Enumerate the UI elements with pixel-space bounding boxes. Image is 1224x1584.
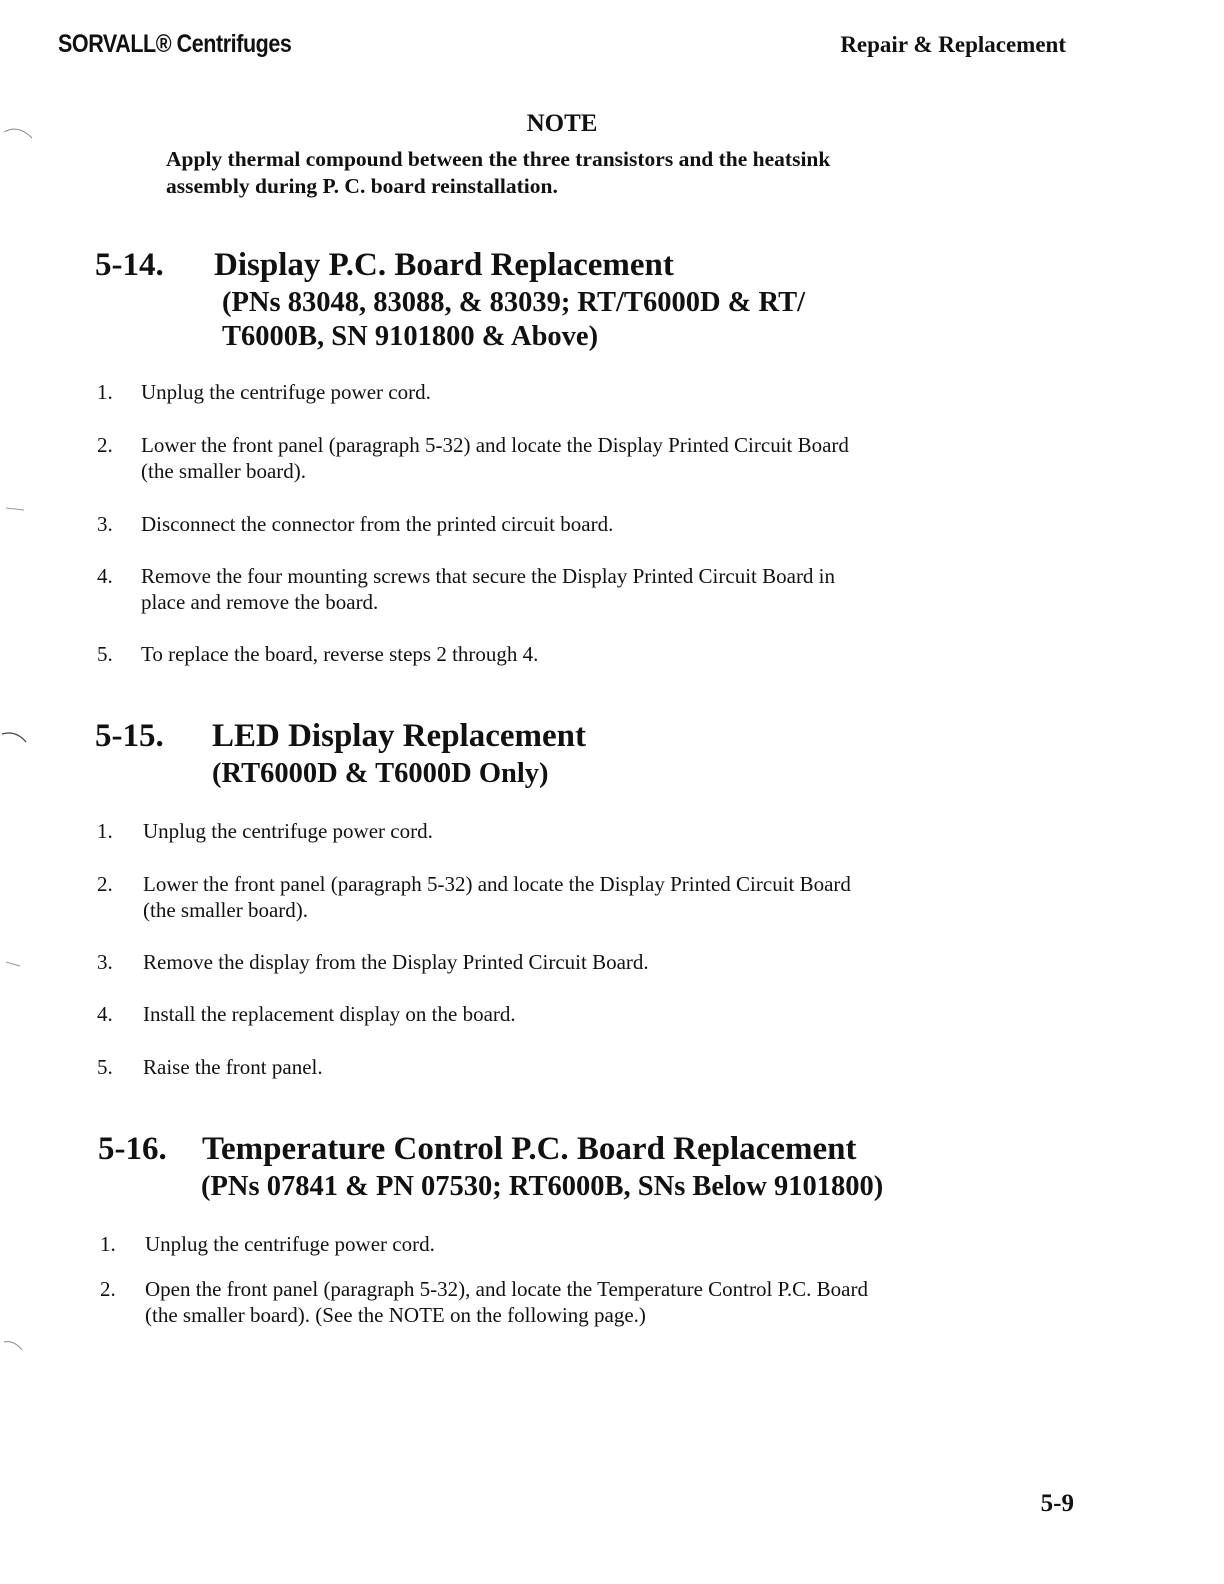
margin-mark <box>6 962 20 966</box>
section-5-16-title: Temperature Control P.C. Board Replacement <box>202 1131 857 1167</box>
step-text-continued: (the smaller board). <box>143 898 309 922</box>
section-5-15-subtitle: (RT6000D & T6000D Only) <box>212 758 549 789</box>
section-5-14-subtitle-2: T6000B, SN 9101800 & Above) <box>222 321 599 352</box>
note-line-2: assembly during P. C. board reinstallation. <box>166 174 558 198</box>
section-5-16-subtitle: (PNs 07841 & PN 07530; RT6000B, SNs Below 9101800) <box>201 1171 884 1202</box>
step-text: Raise the front panel. <box>143 1055 323 1079</box>
margin-mark <box>4 1342 22 1350</box>
step-text: Unplug the centrifuge power cord. <box>143 819 433 843</box>
step-text: Lower the front panel (paragraph 5-32) and locate the Display Printed Circuit Board <box>141 433 849 457</box>
step-text: Unplug the centrifuge power cord. <box>145 1232 435 1256</box>
step-number: 4. <box>97 1002 113 1026</box>
running-header-left: SORVALL® Centrifuges <box>58 30 292 58</box>
step-number: 1. <box>97 380 113 404</box>
section-5-14-title: Display P.C. Board Replacement <box>214 247 674 283</box>
step-text: Open the front panel (paragraph 5-32), and locate the Temperature Control P.C. Board <box>145 1277 868 1301</box>
note-body <box>166 146 986 200</box>
step-text: Lower the front panel (paragraph 5-32) and locate the Display Printed Circuit Board <box>143 872 851 896</box>
step-number: 3. <box>97 512 113 536</box>
step-number: 2. <box>97 433 113 457</box>
running-header-right: Repair & Replacement <box>840 32 1066 57</box>
step-text-continued: (the smaller board). <box>141 459 307 483</box>
page-number: 5-9 <box>1040 1490 1074 1517</box>
margin-mark <box>2 733 26 742</box>
note-title: NOTE <box>526 110 598 137</box>
step-text: Remove the display from the Display Printed Circuit Board. <box>143 950 649 974</box>
step-text: Remove the four mounting screws that secure the Display Printed Circuit Board in <box>141 564 836 588</box>
step-number: 5. <box>97 1055 113 1079</box>
step-number: 1. <box>100 1232 116 1256</box>
step-number: 3. <box>97 950 113 974</box>
step-number: 2. <box>97 872 113 896</box>
step-text: Unplug the centrifuge power cord. <box>141 380 431 404</box>
section-5-15-title: LED Display Replacement <box>212 718 586 754</box>
step-number: 5. <box>97 642 113 666</box>
step-text-continued: place and remove the board. <box>141 590 379 614</box>
margin-mark <box>6 508 24 510</box>
step-text: Disconnect the connector from the printed circuit board. <box>141 512 614 536</box>
section-5-16-number: 5-16. <box>98 1131 167 1167</box>
step-text: Install the replacement display on the board. <box>143 1002 516 1026</box>
step-number: 1. <box>97 819 113 843</box>
section-5-14-number: 5-14. <box>95 247 164 283</box>
step-text: To replace the board, reverse steps 2 through 4. <box>141 642 539 666</box>
step-number: 2. <box>100 1277 116 1301</box>
step-text-continued: (the smaller board). (See the NOTE on the following page.) <box>145 1303 646 1327</box>
section-5-15-number: 5-15. <box>95 718 164 754</box>
margin-mark <box>4 129 32 138</box>
scan-margin-marks <box>0 0 40 1584</box>
step-number: 4. <box>97 564 113 588</box>
note-line-1: Apply thermal compound between the three transistors and the heatsink <box>166 147 831 171</box>
section-5-14-subtitle-1: (PNs 83048, 83088, & 83039; RT/T6000D & RT/ <box>222 287 806 318</box>
